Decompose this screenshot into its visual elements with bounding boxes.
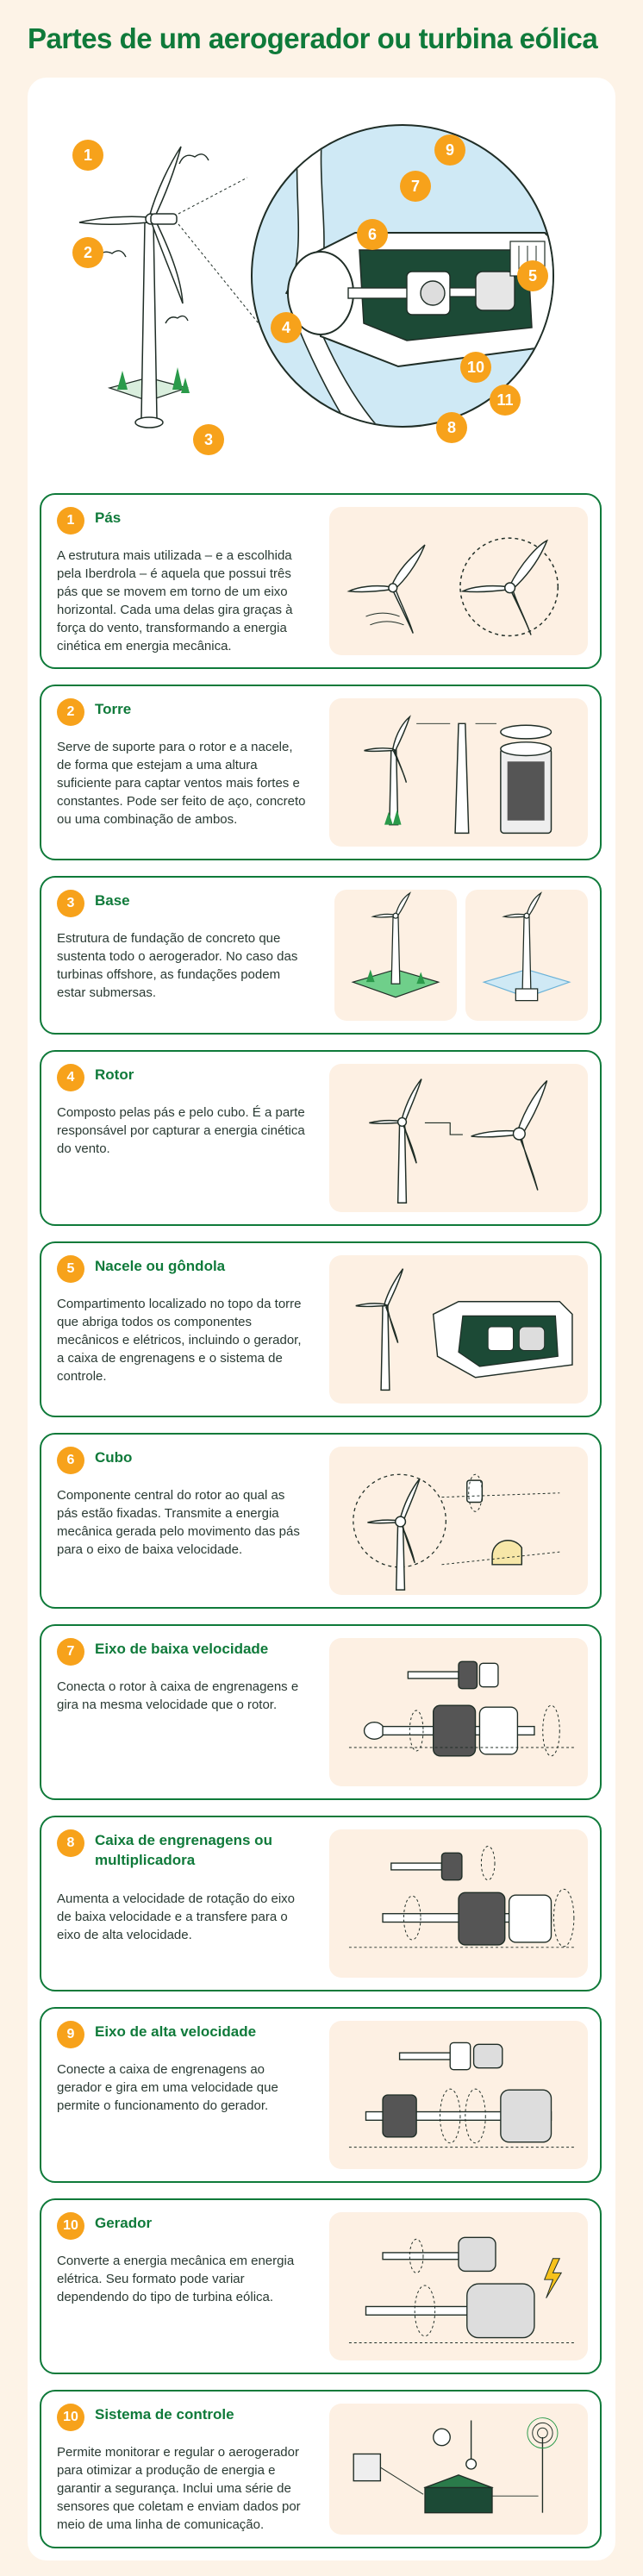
card-number: 6 [57, 1447, 84, 1474]
card-heading: Cubo [95, 1449, 133, 1466]
card-description: Componente central do rotor ao qual as pás estão fixadas. Transmite a energia mecânica gerada pelo movimento das pás para o eixo de baixa velocidade. [57, 1488, 300, 1557]
card-heading: Caixa de engrenagens ou multiplicadora [95, 1832, 272, 1868]
card-heading: Torre [95, 701, 132, 717]
turbine-overview-illustration [28, 78, 615, 483]
card-tower [40, 685, 602, 860]
low-speed-shaft-icon [329, 1638, 588, 1786]
card-description: Aumenta a velocidade de rotação do eixo de baixa velocidade e a transfere para o eixo de alta velocidade. [57, 1891, 296, 1942]
card-number: 7 [57, 1638, 84, 1666]
callout-5: 5 [517, 260, 548, 291]
card-gearbox [40, 1816, 602, 1991]
callout-11: 11 [490, 385, 521, 416]
foundation-icon [334, 890, 457, 1021]
control-system-icon [329, 2404, 588, 2535]
offshore-foundation-icon [465, 890, 588, 1021]
rotor-icon [329, 1064, 588, 1212]
card-foundation [40, 876, 602, 1035]
card-number: 1 [57, 507, 84, 535]
card-control-system [40, 2390, 602, 2548]
content-panel [28, 78, 615, 2560]
card-generator [40, 2198, 602, 2374]
card-description: Composto pelas pás e pelo cubo. É a parte responsável por capturar a energia cinética do vento. [57, 1105, 305, 1156]
card-number: 5 [57, 1255, 84, 1283]
card-rotor [40, 1050, 602, 1226]
nacelle-icon [329, 1255, 588, 1404]
card-description: Permite monitorar e regular o aerogerador para otimizar a produção de energia e garantir a segurança. Inclui uma série de sensores que coletam e enviam dados por meio de uma linha de comunicação. [57, 2445, 301, 2532]
callout-4: 4 [271, 312, 302, 343]
card-hub [40, 1433, 602, 1609]
hub-icon [329, 1447, 588, 1595]
tower-icon [329, 698, 588, 847]
card-number: 10 [57, 2404, 84, 2431]
card-number: 2 [57, 698, 84, 726]
card-heading: Sistema de controle [95, 2406, 234, 2423]
gearbox-icon [329, 1829, 588, 1978]
callout-6: 6 [357, 219, 388, 250]
card-heading: Eixo de alta velocidade [95, 2023, 257, 2040]
callout-1: 1 [72, 140, 103, 171]
card-heading: Gerador [95, 2215, 153, 2231]
callout-2: 2 [72, 237, 103, 268]
blades-icon [329, 507, 588, 655]
card-heading: Base [95, 892, 130, 909]
card-nacelle [40, 1241, 602, 1417]
card-description: Serve de suporte para o rotor e a nacele, de forma que estejam a uma altura suficiente para captar ventos mais fortes e constantes. Pode ser feito de aço, concreto ou uma combinação de ambos. [57, 740, 306, 827]
card-high-speed-shaft [40, 2007, 602, 2183]
card-heading: Pás [95, 510, 122, 526]
callout-9: 9 [434, 134, 465, 166]
card-number: 4 [57, 1064, 84, 1091]
card-number: 8 [57, 1829, 84, 1857]
card-number: 10 [57, 2212, 84, 2240]
card-description: Estrutura de fundação de concreto que sustenta todo o aerogerador. No caso das turbinas offshore, as fundações podem estar submersas. [57, 931, 298, 1000]
card-description: Conecte a caixa de engrenagens ao gerador e gira em uma velocidade que permite o funcionamento do gerador. [57, 2062, 278, 2113]
card-heading: Eixo de baixa velocidade [95, 1641, 269, 1657]
callout-3: 3 [193, 424, 224, 455]
callout-8: 8 [436, 412, 467, 443]
card-number: 9 [57, 2021, 84, 2048]
callout-7: 7 [400, 171, 431, 202]
card-heading: Nacele ou gôndola [95, 1258, 226, 1274]
card-low-speed-shaft [40, 1624, 602, 1800]
high-speed-shaft-icon [329, 2021, 588, 2169]
card-description: Conecta o rotor à caixa de engrenagens e gira na mesma velocidade que o rotor. [57, 1679, 299, 1712]
card-number: 3 [57, 890, 84, 917]
card-blades [40, 493, 602, 669]
card-description: Converte a energia mecânica em energia elétrica. Seu formato pode variar dependendo do tipo de turbina eólica. [57, 2254, 295, 2304]
callout-10: 10 [460, 352, 491, 383]
card-description: A estrutura mais utilizada – e a escolhida pela Iberdrola – é aquela que possui três pás que se movem em torno de um eixo horizontal. Cada uma delas gira graças à força do vento, transformando a energia cinética em energia mecânica. [57, 548, 293, 653]
page-title: Partes de um aerogerador ou turbina eólica [28, 22, 598, 54]
card-description: Compartimento localizado no topo da torre que abriga todos os componentes mecânicos e elétricos, incluindo o gerador, a caixa de engrenagens e o sistema de controle. [57, 1297, 302, 1384]
card-heading: Rotor [95, 1066, 134, 1083]
generator-icon [329, 2212, 588, 2360]
